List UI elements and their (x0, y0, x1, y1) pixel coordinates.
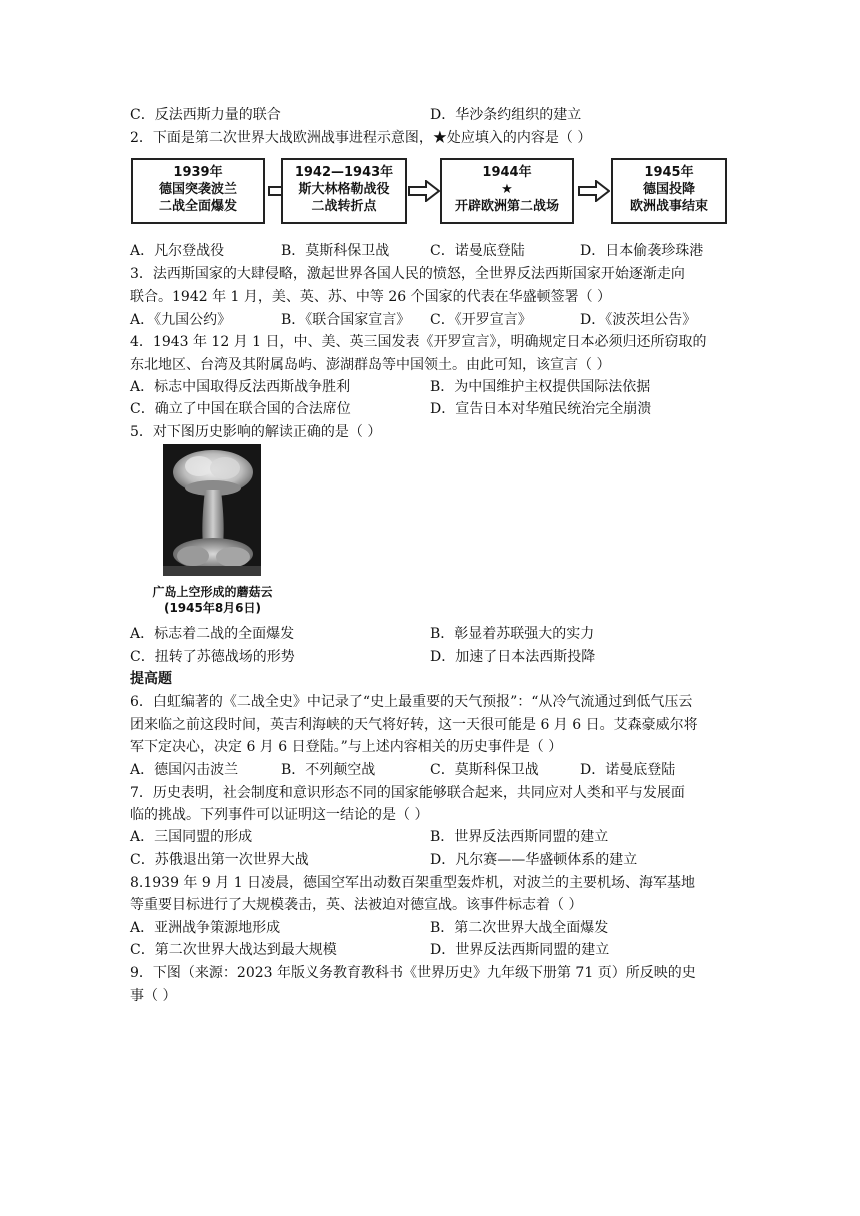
q6-stem-line1: 6．白虹编著的《二战全史》中记录了“史上最重要的天气预报”：“从冷气流通过到低气压云 (130, 694, 693, 710)
q4-stem-line2: 东北地区、台湾及其附属岛屿、澎湖群岛等中国领土。由此可知，该宣言（ ） (130, 357, 611, 373)
flow-box-1945 (611, 158, 727, 224)
q3-stem-line2: 联合。1942 年 1 月，美、英、苏、中等 26 个国家的代表在华盛顿签署（ ） (130, 289, 612, 305)
flow-box-event: 德国突袭波兰 (158, 182, 237, 197)
q5-option-d: D．加速了日本法西斯投降 (430, 649, 596, 665)
q2-option-b: B．莫斯科保卫战 (281, 243, 390, 259)
flow-box-year: 1939年 (173, 165, 223, 180)
q8-option-d: D．世界反法西斯同盟的建立 (430, 942, 610, 958)
flow-box-1942 (281, 158, 407, 224)
q3-option-b: B．《联合国家宣言》 (281, 312, 411, 328)
q6-stem-line2: 团来临之前这段时间，英吉利海峡的天气将好转，这一天很可能是 6 月 6 日。艾森豪威尔将 (130, 717, 698, 733)
flow-box-1944 (440, 158, 574, 224)
q1-option-d: D．华沙条约组织的建立 (430, 107, 582, 123)
q7-stem-line1: 7．历史表明，社会制度和意识形态不同的国家能够联合起来，共同应对人类和平与发展面 (130, 785, 685, 801)
q4-stem-line1: 4．1943 年 12 月 1 日，中、美、英三国发表《开罗宣言》，明确规定日本必须归还所窃取的 (130, 334, 707, 350)
flow-box-star: ★ (501, 182, 513, 197)
flow-arrow-icon (408, 180, 440, 202)
q7-option-c: C．苏俄退出第一次世界大战 (130, 852, 309, 868)
q8-option-c: C．第二次世界大战达到最大规模 (130, 942, 337, 958)
flow-box-1939 (131, 158, 265, 224)
q2-stem: 2．下面是第二次世界大战欧洲战事进程示意图，★处应填入的内容是（ ） (130, 130, 592, 146)
flow-box-year: 1944年 (482, 165, 532, 180)
flow-box-year: 1945年 (644, 165, 694, 180)
q2-option-a: A．凡尔登战役 (130, 243, 225, 259)
flow-box-event: 斯大林格勒战役 (298, 182, 390, 197)
q8-stem-line1: 8.1939 年 9 月 1 日凌晨，德国空军出动数百架重型轰炸机，对波兰的主要机场、海军基地 (130, 875, 696, 891)
photo-caption-title: 广岛上空形成的蘑菇云 (152, 585, 273, 599)
q6-option-a: A．德国闪击波兰 (130, 762, 239, 778)
q3-option-d: D．《波茨坦公告》 (580, 312, 697, 328)
q7-option-a: A．三国同盟的形成 (130, 829, 253, 845)
q1-option-c: C．反法西斯力量的联合 (130, 107, 281, 123)
q3-stem-line1: 3．法西斯国家的大肆侵略，激起世界各国人民的愤怒，全世界反法西斯国家开始逐渐走向 (130, 266, 685, 282)
q5-option-a: A．标志着二战的全面爆发 (130, 626, 295, 642)
flow-box-meaning: 开辟欧洲第二战场 (454, 199, 559, 214)
q4-option-a: A．标志中国取得反法西斯战争胜利 (130, 379, 351, 395)
q8-option-b: B．第二次世界大战全面爆发 (430, 920, 609, 936)
q8-stem-line2: 等重要目标进行了大规模袭击，英、法被迫对德宣战。该事件标志着（ ） (130, 897, 583, 913)
flow-box-meaning: 二战转折点 (311, 199, 377, 214)
q5-stem: 5．对下图历史影响的解读正确的是（ ） (130, 424, 382, 440)
flow-box-year: 1942—1943年 (294, 165, 394, 180)
q2-option-c: C．诺曼底登陆 (430, 243, 525, 259)
q6-stem-line3: 军下定决心，决定 6 月 6 日登陆。”与上述内容相关的历史事件是（ ） (130, 739, 563, 755)
q7-stem-line2: 临的挑战。下列事件可以证明这一结论的是（ ） (130, 807, 429, 823)
q2-option-d: D．日本偷袭珍珠港 (580, 243, 704, 259)
q6-option-b: B．不列颠空战 (281, 762, 376, 778)
q6-option-d: D．诺曼底登陆 (580, 762, 676, 778)
q8-option-a: A．亚洲战争策源地形成 (130, 920, 281, 936)
q3-option-a: A．《九国公约》 (130, 312, 232, 328)
section-heading: 提高题 (130, 671, 172, 687)
flow-box-event: 德国投降 (642, 182, 695, 197)
q4-option-c: C．确立了中国在联合国的合法席位 (130, 401, 351, 417)
q7-option-d: D．凡尔赛——华盛顿体系的建立 (430, 852, 638, 868)
flow-box-meaning: 二战全面爆发 (158, 199, 237, 214)
q3-option-c: C．《开罗宣言》 (430, 312, 532, 328)
flow-arrow-icon (578, 180, 610, 202)
photo-caption-date: (1945年8月6日) (163, 601, 262, 615)
q4-option-b: B．为中国维护主权提供国际法依据 (430, 379, 651, 395)
q6-option-c: C．莫斯科保卫战 (430, 762, 539, 778)
q4-option-d: D．宣告日本对华殖民统治完全崩溃 (430, 401, 652, 417)
mushroom-cloud-photo (163, 444, 261, 576)
q5-option-b: B．彰显着苏联强大的实力 (430, 626, 595, 642)
q5-option-c: C．扭转了苏德战场的形势 (130, 649, 295, 665)
mushroom-cloud-icon (163, 444, 261, 576)
q7-option-b: B．世界反法西斯同盟的建立 (430, 829, 609, 845)
q9-stem-line1: 9．下图（来源：2023 年版义务教育教科书《世界历史》九年级下册第 71 页）所反映的史 (130, 965, 696, 981)
flow-box-meaning: 欧洲战事结束 (629, 199, 708, 214)
q9-stem-line2: 事（ ） (130, 988, 177, 1004)
